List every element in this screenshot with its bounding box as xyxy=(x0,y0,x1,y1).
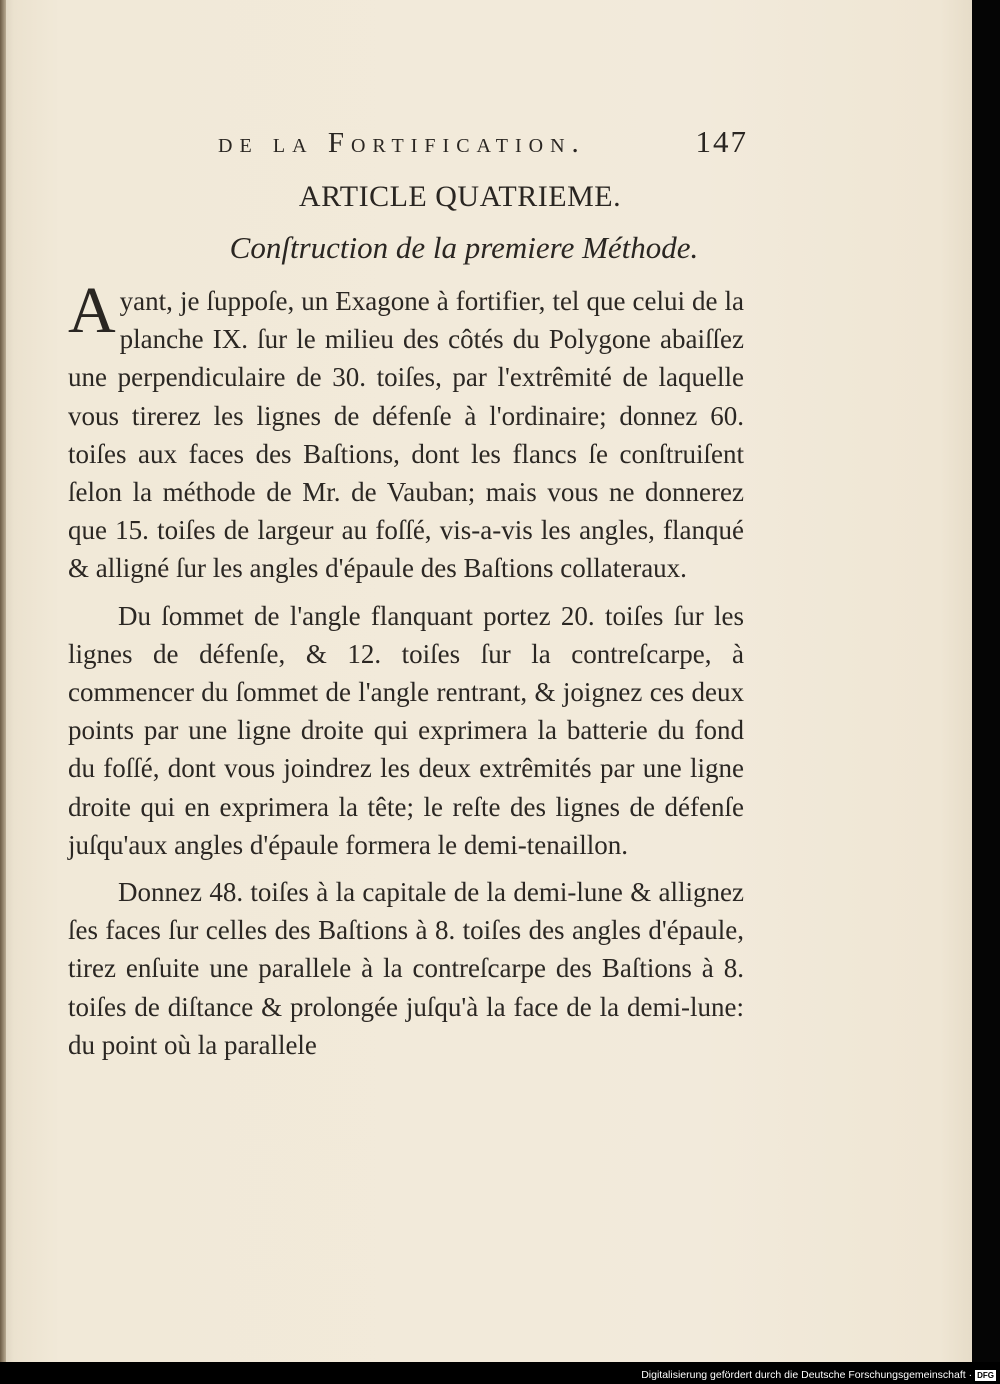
running-header xyxy=(218,124,748,164)
running-title: de la Fortification. xyxy=(218,127,586,159)
article-title-text: ARTICLE QUATRIEME. xyxy=(298,180,622,213)
paragraph-1 xyxy=(68,274,744,588)
article-subtitle-text: Conſtruction de la premiere Méthode. xyxy=(229,230,699,265)
drop-cap: A xyxy=(68,274,116,347)
paragraph-2: Du ſommet de l'angle flanquant portez 20. toiſes ſur les lignes de défenſe, & 12. toiſes ſur la contreſcarpe, à commencer du ſommet de l'angle rentrant, & joignez ces deux points par une ligne droite qui exprimera la batterie du fond du foſſé, dont vous joindrez les deux extrêmités par une ligne droite qui en exprimera la tête; le reſte des lignes de défenſe juſqu'aux angles d'épaule formera le demi-tenaillon. xyxy=(68,600,744,860)
footer-credit: Digitalisierung gefördert durch die Deutsche Forschungsgemeinschaft · xyxy=(641,1369,973,1381)
paragraph-3: Donnez 48. toiſes à la capitale de la demi-lune & allignez ſes faces ſur celles des Baſtions à 8. toiſes des angles d'épaule, tirez enſuite une parallele à la contreſcarpe des Baſtions à 8. toiſes de diſtance & prolongée juſqu'à la face de la demi-lune: du point où la parallele xyxy=(68,877,744,1060)
article-subtitle xyxy=(0,230,972,266)
dfg-logo-icon: DFG xyxy=(977,1370,994,1380)
article-title xyxy=(0,180,972,214)
scan-border xyxy=(972,0,1000,1362)
paragraph-1-text: yant, je ſuppoſe, un Exagone à fortifier, tel que celui de la planche IX. ſur le milieu des côtés du Polygone abaiſſez une perpendiculaire de 30. toiſes, par l'extrêmité de laquelle vous tirerez les lignes de défenſe à l'ordinaire; donnez 60. toiſes aux faces des Baſtions, dont les flancs ſe conſtruiſent ſelon la méthode de Mr. de Vauban; mais vous ne donnerez que 15. toiſes de largeur au foſſé, vis-a-vis les angles, flanqué & alligné ſur les angles d'épaule des Baſtions collateraux. xyxy=(68,286,744,584)
body-text xyxy=(68,274,744,1064)
digitization-footer xyxy=(600,1366,1000,1384)
page-number: 147 xyxy=(695,124,748,159)
